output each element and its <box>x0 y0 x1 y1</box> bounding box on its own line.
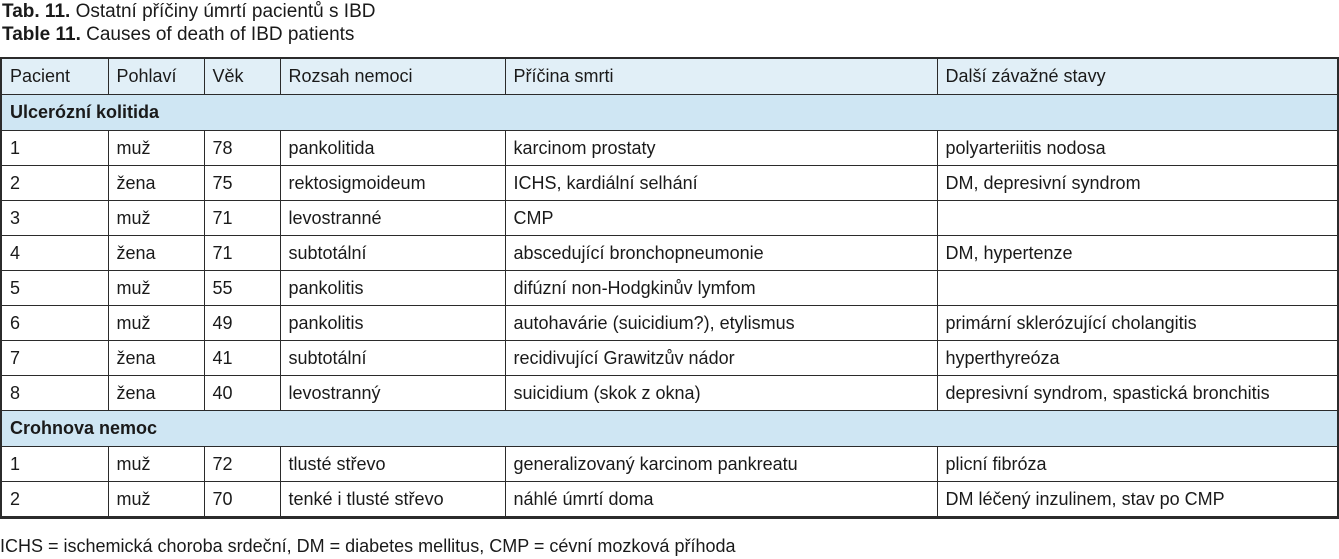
column-header: Pacient <box>2 59 108 95</box>
table-cell: recidivující Grawitzův nádor <box>505 341 937 376</box>
table-cell: pankolitis <box>280 306 505 341</box>
caption-label-czech: Tab. 11. <box>2 1 71 22</box>
table-row <box>2 376 1337 411</box>
table-row <box>2 271 1337 306</box>
table-cell: muž <box>108 306 204 341</box>
group-title: Crohnova nemoc <box>2 411 1337 447</box>
table-cell: 70 <box>204 482 280 517</box>
table-cell: 1 <box>2 447 108 482</box>
table-cell: muž <box>108 271 204 306</box>
table-cell: difúzní non-Hodgkinův lymfom <box>505 271 937 306</box>
causes-of-death-table <box>0 57 1339 519</box>
column-header: Příčina smrti <box>505 59 937 95</box>
table-row <box>2 447 1337 482</box>
table-cell: žena <box>108 236 204 271</box>
table-cell: 41 <box>204 341 280 376</box>
column-header: Věk <box>204 59 280 95</box>
table-cell: DM léčený inzulinem, stav po CMP <box>937 482 1337 517</box>
table-cell: 1 <box>2 131 108 166</box>
table-cell: subtotální <box>280 341 505 376</box>
table-caption-czech <box>2 1 375 23</box>
table-cell: náhlé úmrtí doma <box>505 482 937 517</box>
table-cell: muž <box>108 482 204 517</box>
table-cell: 78 <box>204 131 280 166</box>
table-cell: 75 <box>204 166 280 201</box>
table-cell: suicidium (skok z okna) <box>505 376 937 411</box>
table-row <box>2 341 1337 376</box>
table-cell: autohavárie (suicidium?), etylismus <box>505 306 937 341</box>
table-cell: CMP <box>505 201 937 236</box>
table-cell: 71 <box>204 201 280 236</box>
column-header: Další závažné stavy <box>937 59 1337 95</box>
table-cell: žena <box>108 376 204 411</box>
table-cell: 40 <box>204 376 280 411</box>
table-cell: abscedující bronchopneumonie <box>505 236 937 271</box>
table-cell: 3 <box>2 201 108 236</box>
table-caption-english <box>2 24 354 46</box>
group-header-row <box>2 95 1337 131</box>
table-cell: 49 <box>204 306 280 341</box>
table-cell: karcinom prostaty <box>505 131 937 166</box>
table-cell: depresivní syndrom, spastická bronchitis <box>937 376 1337 411</box>
caption-text-english: Causes of death of IBD patients <box>86 24 355 45</box>
table-cell: generalizovaný karcinom pankreatu <box>505 447 937 482</box>
table-body <box>2 95 1337 517</box>
table-cell: levostranný <box>280 376 505 411</box>
table-cell: DM, depresivní syndrom <box>937 166 1337 201</box>
table-cell: tenké i tlusté střevo <box>280 482 505 517</box>
table-cell: muž <box>108 131 204 166</box>
table-cell: ICHS, kardiální selhání <box>505 166 937 201</box>
table-cell: 71 <box>204 236 280 271</box>
table-cell: subtotální <box>280 236 505 271</box>
table-cell <box>937 201 1337 236</box>
table-cell: 2 <box>2 482 108 517</box>
table-cell: muž <box>108 447 204 482</box>
table-cell: 72 <box>204 447 280 482</box>
table-cell: 6 <box>2 306 108 341</box>
table-cell: tlusté střevo <box>280 447 505 482</box>
caption-label-english: Table 11. <box>2 24 81 45</box>
table-cell: polyarteriitis nodosa <box>937 131 1337 166</box>
table-cell: hyperthyreóza <box>937 341 1337 376</box>
table-cell: muž <box>108 201 204 236</box>
table-cell: 8 <box>2 376 108 411</box>
column-header: Pohlaví <box>108 59 204 95</box>
table-cell: pankolitida <box>280 131 505 166</box>
table-cell <box>937 271 1337 306</box>
table-row <box>2 201 1337 236</box>
table-cell: primární sklerózující cholangitis <box>937 306 1337 341</box>
table-cell: žena <box>108 341 204 376</box>
table-cell: žena <box>108 166 204 201</box>
table-cell: pankolitis <box>280 271 505 306</box>
table-footnote: ICHS = ischemická choroba srdeční, DM = diabetes mellitus, CMP = cévní mozková příhoda <box>0 536 736 556</box>
column-header: Rozsah nemoci <box>280 59 505 95</box>
table-cell: 7 <box>2 341 108 376</box>
table-cell: plicní fibróza <box>937 447 1337 482</box>
table-row <box>2 236 1337 271</box>
table-row <box>2 306 1337 341</box>
table-cell: 55 <box>204 271 280 306</box>
table-cell: rektosigmoideum <box>280 166 505 201</box>
table-cell: 4 <box>2 236 108 271</box>
group-title: Ulcerózní kolitida <box>2 95 1337 131</box>
table-cell: 2 <box>2 166 108 201</box>
table-row <box>2 166 1337 201</box>
table-cell: levostranné <box>280 201 505 236</box>
table-cell: DM, hypertenze <box>937 236 1337 271</box>
table-cell: 5 <box>2 271 108 306</box>
table-row <box>2 482 1337 517</box>
table-header-row <box>2 59 1337 95</box>
group-header-row <box>2 411 1337 447</box>
table-row <box>2 131 1337 166</box>
caption-text-czech: Ostatní příčiny úmrtí pacientů s IBD <box>75 1 376 22</box>
